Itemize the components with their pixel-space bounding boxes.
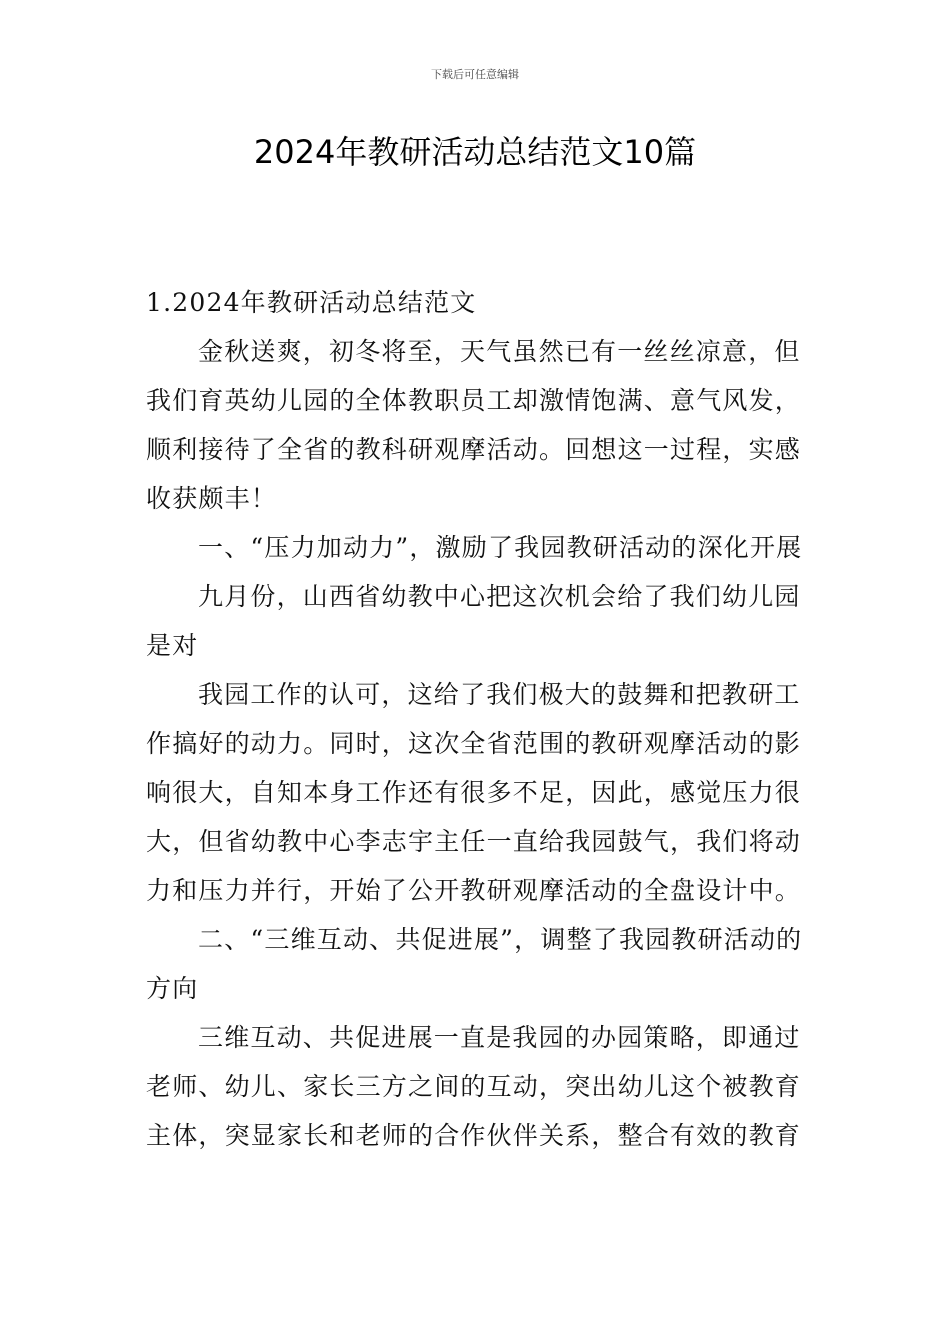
document-title: 2024年教研活动总结范文10篇 [253,133,697,171]
section-heading: 1.2024年教研活动总结范文 [146,288,477,317]
paragraph-recognition: 我园工作的认可，这给了我们极大的鼓舞和把教研工作搞好的动力。同时，这次全省范围的教研观摩活动的影响很大，自知本身工作还有很多不足，因此，感觉压力很大，但省幼教中心李志宇主任一直给我园鼓气，我们将动力和压力并行，开始了公开教研观摩活动的全盘设计中。 [146,680,802,905]
document-body [146,278,808,1160]
paragraph-heading-two: 二、“三维互动、共促进展”，调整了我园教研活动的方向 [146,925,803,1003]
paragraph-heading-one: 一、“压力加动力”，激励了我园教研活动的深化开展 [198,533,803,562]
header-note: 下载后可任意编辑 [431,68,519,81]
paragraph-september: 九月份，山西省幼教中心把这次机会给了我们幼儿园是对 [146,582,801,660]
paragraph-intro: 金秋送爽，初冬将至，天气虽然已有一丝丝凉意，但我们育英幼儿园的全体教职员工却激情饱满、意气风发，顺利接待了全省的教科研观摩活动。回想这一过程，实感收获颇丰！ [146,337,802,513]
paragraph-three-dimension: 三维互动、共促进展一直是我园的办园策略，即通过老师、幼儿、家长三方之间的互动，突出幼儿这个被教育主体，突显家长和老师的合作伙伴关系，整合有效的教育 [146,1023,802,1150]
